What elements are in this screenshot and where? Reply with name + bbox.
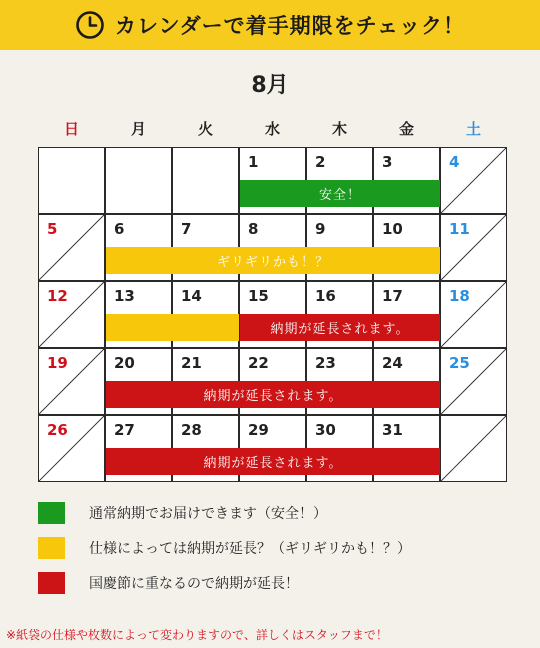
status-bar-label: 安全！ [318, 188, 361, 203]
day-number: 16 [315, 287, 336, 305]
day-number: 25 [449, 354, 470, 372]
day-number: 4 [449, 153, 460, 171]
status-bar-yellow [106, 247, 440, 274]
status-bar-label: 納期が延長されます。 [203, 389, 343, 404]
footnote: ※紙袋の仕様や枚数によって変わりますので、詳しくはスタッフまで！ [6, 628, 388, 642]
day-number: 10 [382, 220, 403, 238]
legend-item [38, 500, 327, 526]
day-number: 9 [315, 220, 326, 238]
legend-text: 通常納期でお届けできます（安全！） [89, 506, 327, 522]
day-number: 15 [248, 287, 269, 305]
day-number: 26 [47, 421, 68, 439]
day-number: 3 [382, 153, 393, 171]
month-title: 8月 [251, 73, 289, 98]
day-number: 12 [47, 287, 68, 305]
calendar-day-4 [440, 147, 507, 214]
calendar-day-12 [38, 281, 105, 348]
day-number: 5 [47, 220, 58, 238]
weekday-label: 金 [398, 120, 414, 138]
weekday-header-row [38, 118, 508, 140]
status-bar-label: ギリギリかも！？ [216, 255, 329, 270]
day-number: 21 [181, 354, 202, 372]
legend-item [38, 535, 411, 561]
calendar-day-11 [440, 214, 507, 281]
day-number: 30 [315, 421, 336, 439]
calendar-day-empty [38, 147, 105, 214]
status-bar-red [106, 448, 440, 475]
day-number: 8 [248, 220, 259, 238]
day-number: 14 [181, 287, 202, 305]
header-banner [0, 0, 540, 50]
day-number: 31 [382, 421, 403, 439]
calendar-day-19 [38, 348, 105, 415]
day-number: 27 [114, 421, 135, 439]
day-number: 23 [315, 354, 336, 372]
weekday-label: 水 [264, 120, 280, 138]
day-number: 29 [248, 421, 269, 439]
weekday-label: 日 [63, 120, 79, 138]
clock-icon [75, 10, 105, 40]
day-number: 19 [47, 354, 68, 372]
day-number: 13 [114, 287, 135, 305]
status-bar-red [240, 314, 440, 341]
calendar-day-empty [440, 415, 507, 482]
status-bar-green [240, 180, 440, 207]
calendar-day-25 [440, 348, 507, 415]
legend-swatch [38, 572, 65, 594]
legend-item [38, 570, 299, 596]
status-bar-label: 納期が延長されます。 [203, 456, 343, 471]
closed-day-slash [441, 416, 506, 481]
day-number: 18 [449, 287, 470, 305]
day-number: 7 [181, 220, 192, 238]
weekday-label: 木 [331, 120, 347, 138]
day-number: 24 [382, 354, 403, 372]
status-bar-yellow [106, 314, 239, 341]
day-number: 11 [449, 220, 470, 238]
day-number: 20 [114, 354, 135, 372]
day-number: 28 [181, 421, 202, 439]
calendar-grid [38, 147, 508, 482]
legend-text: 国慶節に重なるので納期が延長！ [89, 576, 299, 592]
calendar-day-empty [172, 147, 239, 214]
legend-swatch [38, 502, 65, 524]
weekday-label: 月 [130, 120, 146, 138]
weekday-label: 火 [197, 120, 213, 138]
calendar-day-18 [440, 281, 507, 348]
day-number: 22 [248, 354, 269, 372]
banner-title: カレンダーで着手期限をチェック！ [114, 14, 465, 38]
day-number: 6 [114, 220, 125, 238]
day-number: 17 [382, 287, 403, 305]
day-number: 2 [315, 153, 326, 171]
status-bar-label: 納期が延長されます。 [270, 322, 410, 337]
calendar-day-5 [38, 214, 105, 281]
day-number: 1 [248, 153, 259, 171]
weekday-label: 土 [465, 120, 481, 138]
legend-text: 仕様によっては納期が延長？（ギリギリかも！？） [89, 541, 411, 557]
calendar-day-empty [105, 147, 172, 214]
calendar-day-26 [38, 415, 105, 482]
status-bar-red [106, 381, 440, 408]
legend-swatch [38, 537, 65, 559]
